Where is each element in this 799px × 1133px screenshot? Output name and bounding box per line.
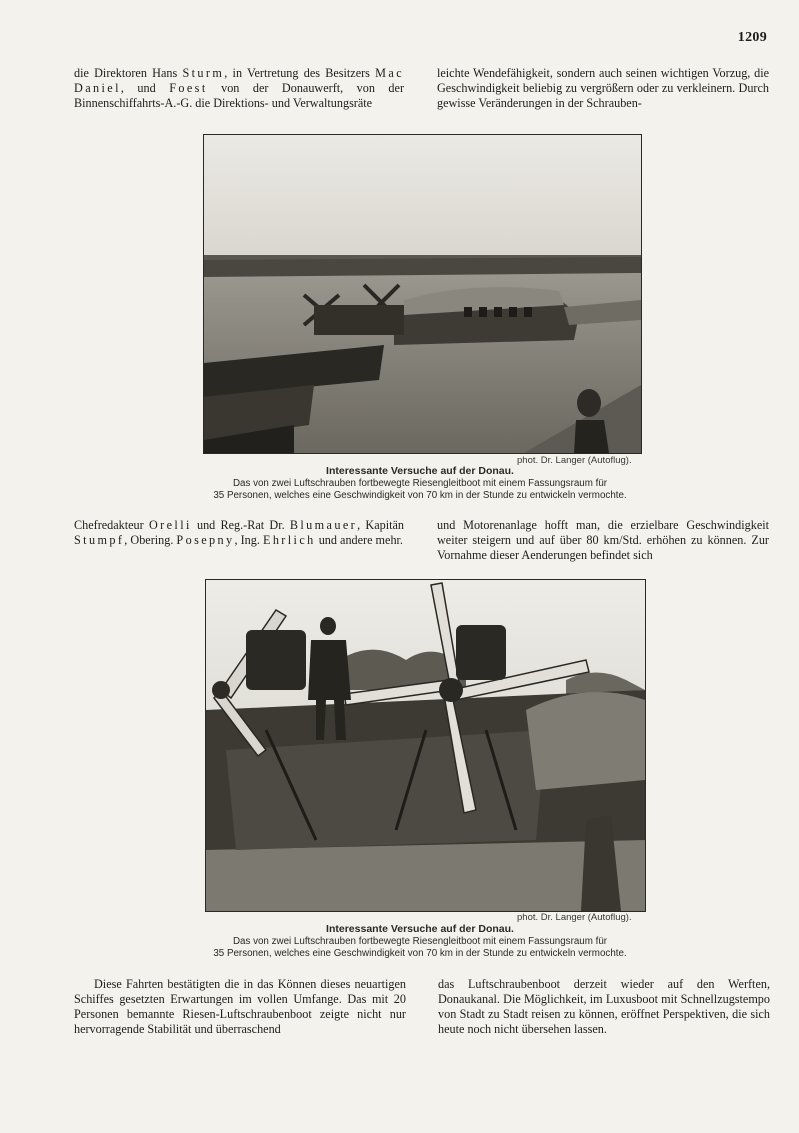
text-run: und andere mehr.	[315, 533, 403, 547]
name-blumauer: Blumauer	[289, 518, 358, 532]
name-mac-daniel: Mac Daniel	[74, 66, 405, 95]
photo-credit: phot. Dr. Langer (Autoflug).	[517, 455, 632, 466]
middle-left-column	[74, 518, 404, 548]
river-boat-photo	[204, 135, 641, 453]
bottom-left-column	[74, 977, 406, 1037]
text-run: die Direktoren Hans	[74, 66, 183, 80]
name-stumpf: Stumpf	[74, 533, 125, 547]
text-run: , in Vertretung des Besitzers	[224, 66, 376, 80]
caption-line: Das von zwei Luftschrauben fortbewegte Riesengleitboot mit einem Fassungsraum für	[232, 478, 608, 489]
text-run: und Reg.-Rat Dr.	[191, 518, 290, 532]
top-right-column	[437, 66, 769, 111]
paragraph: und Motorenanlage hofft man, die erzielbare Geschwindigkeit weiter steigern und auf über 80 km/Std. erhöhen zu können. Zur Vornahme dieser Aenderungen befindet sich	[437, 518, 769, 562]
caption-title: Interessante Versuche auf der Donau.	[326, 923, 514, 935]
caption-line: 35 Personen, welches eine Geschwindigkeit von 70 km in der Stunde zu entwickeln vermochte.	[213, 490, 627, 501]
text-run: , und	[120, 81, 170, 95]
caption-line: Das von zwei Luftschrauben fortbewegte Riesengleitboot mit einem Fassungsraum für	[232, 936, 608, 947]
photo-caption	[160, 465, 680, 502]
text-run: , Kapitän	[357, 518, 404, 532]
caption-title: Interessante Versuche auf der Donau.	[326, 465, 514, 477]
photo-2	[205, 579, 646, 912]
photo-caption	[160, 923, 680, 960]
propellers-deck-photo	[206, 580, 645, 911]
photo-credit: phot. Dr. Langer (Autoflug).	[517, 912, 632, 923]
name-orelli: Orelli	[148, 518, 192, 532]
text-run: , Obering.	[124, 533, 177, 547]
paragraph: das Luftschraubenboot derzeit wieder auf den Werften, Donaukanal. Die Möglichkeit, im Luxusboot mit Schnellzugstempo von Stadt zu Stadt reisen zu können, eröffnet Perspektiven, die sich heute noch nicht übersehen lassen.	[438, 977, 770, 1036]
text-run: , Ing.	[234, 533, 263, 547]
name-posepny: Posepny	[176, 533, 235, 547]
paragraph: leichte Wendefähigkeit, sondern auch seinen wichtigen Vorzug, die Geschwindigkeit beliebig zu vergrößern oder zu verkleinern. Durch gewisse Veränderungen in der Schrauben-	[437, 66, 769, 110]
name-foest: Foest	[169, 81, 208, 95]
name-ehrlich: Ehrlich	[262, 533, 316, 547]
caption-line: 35 Personen, welches eine Geschwindigkeit von 70 km in der Stunde zu entwickeln vermochte.	[213, 948, 627, 959]
paragraph: Diese Fahrten bestätigten die in das Können dieses neuartigen Schiffes gesetzten Erwartungen im vollen Umfange. Das mit 20 Personen bemannte Riesen-Luftschraubenboot zeigte nicht nur hervorragende Stabilität und überraschend	[74, 977, 406, 1036]
photo-1	[203, 134, 642, 454]
text-run: Chefredakteur	[74, 518, 149, 532]
bottom-right-column	[438, 977, 770, 1037]
middle-right-column	[437, 518, 769, 563]
page-number: 1209	[737, 30, 767, 45]
name-sturm: Sturm	[182, 66, 225, 80]
text-run: von der Donauwerft, von der Binnenschiffahrts-A.-G. die Direktions- und Verwaltungsräte	[74, 81, 404, 110]
top-left-column	[74, 66, 404, 111]
